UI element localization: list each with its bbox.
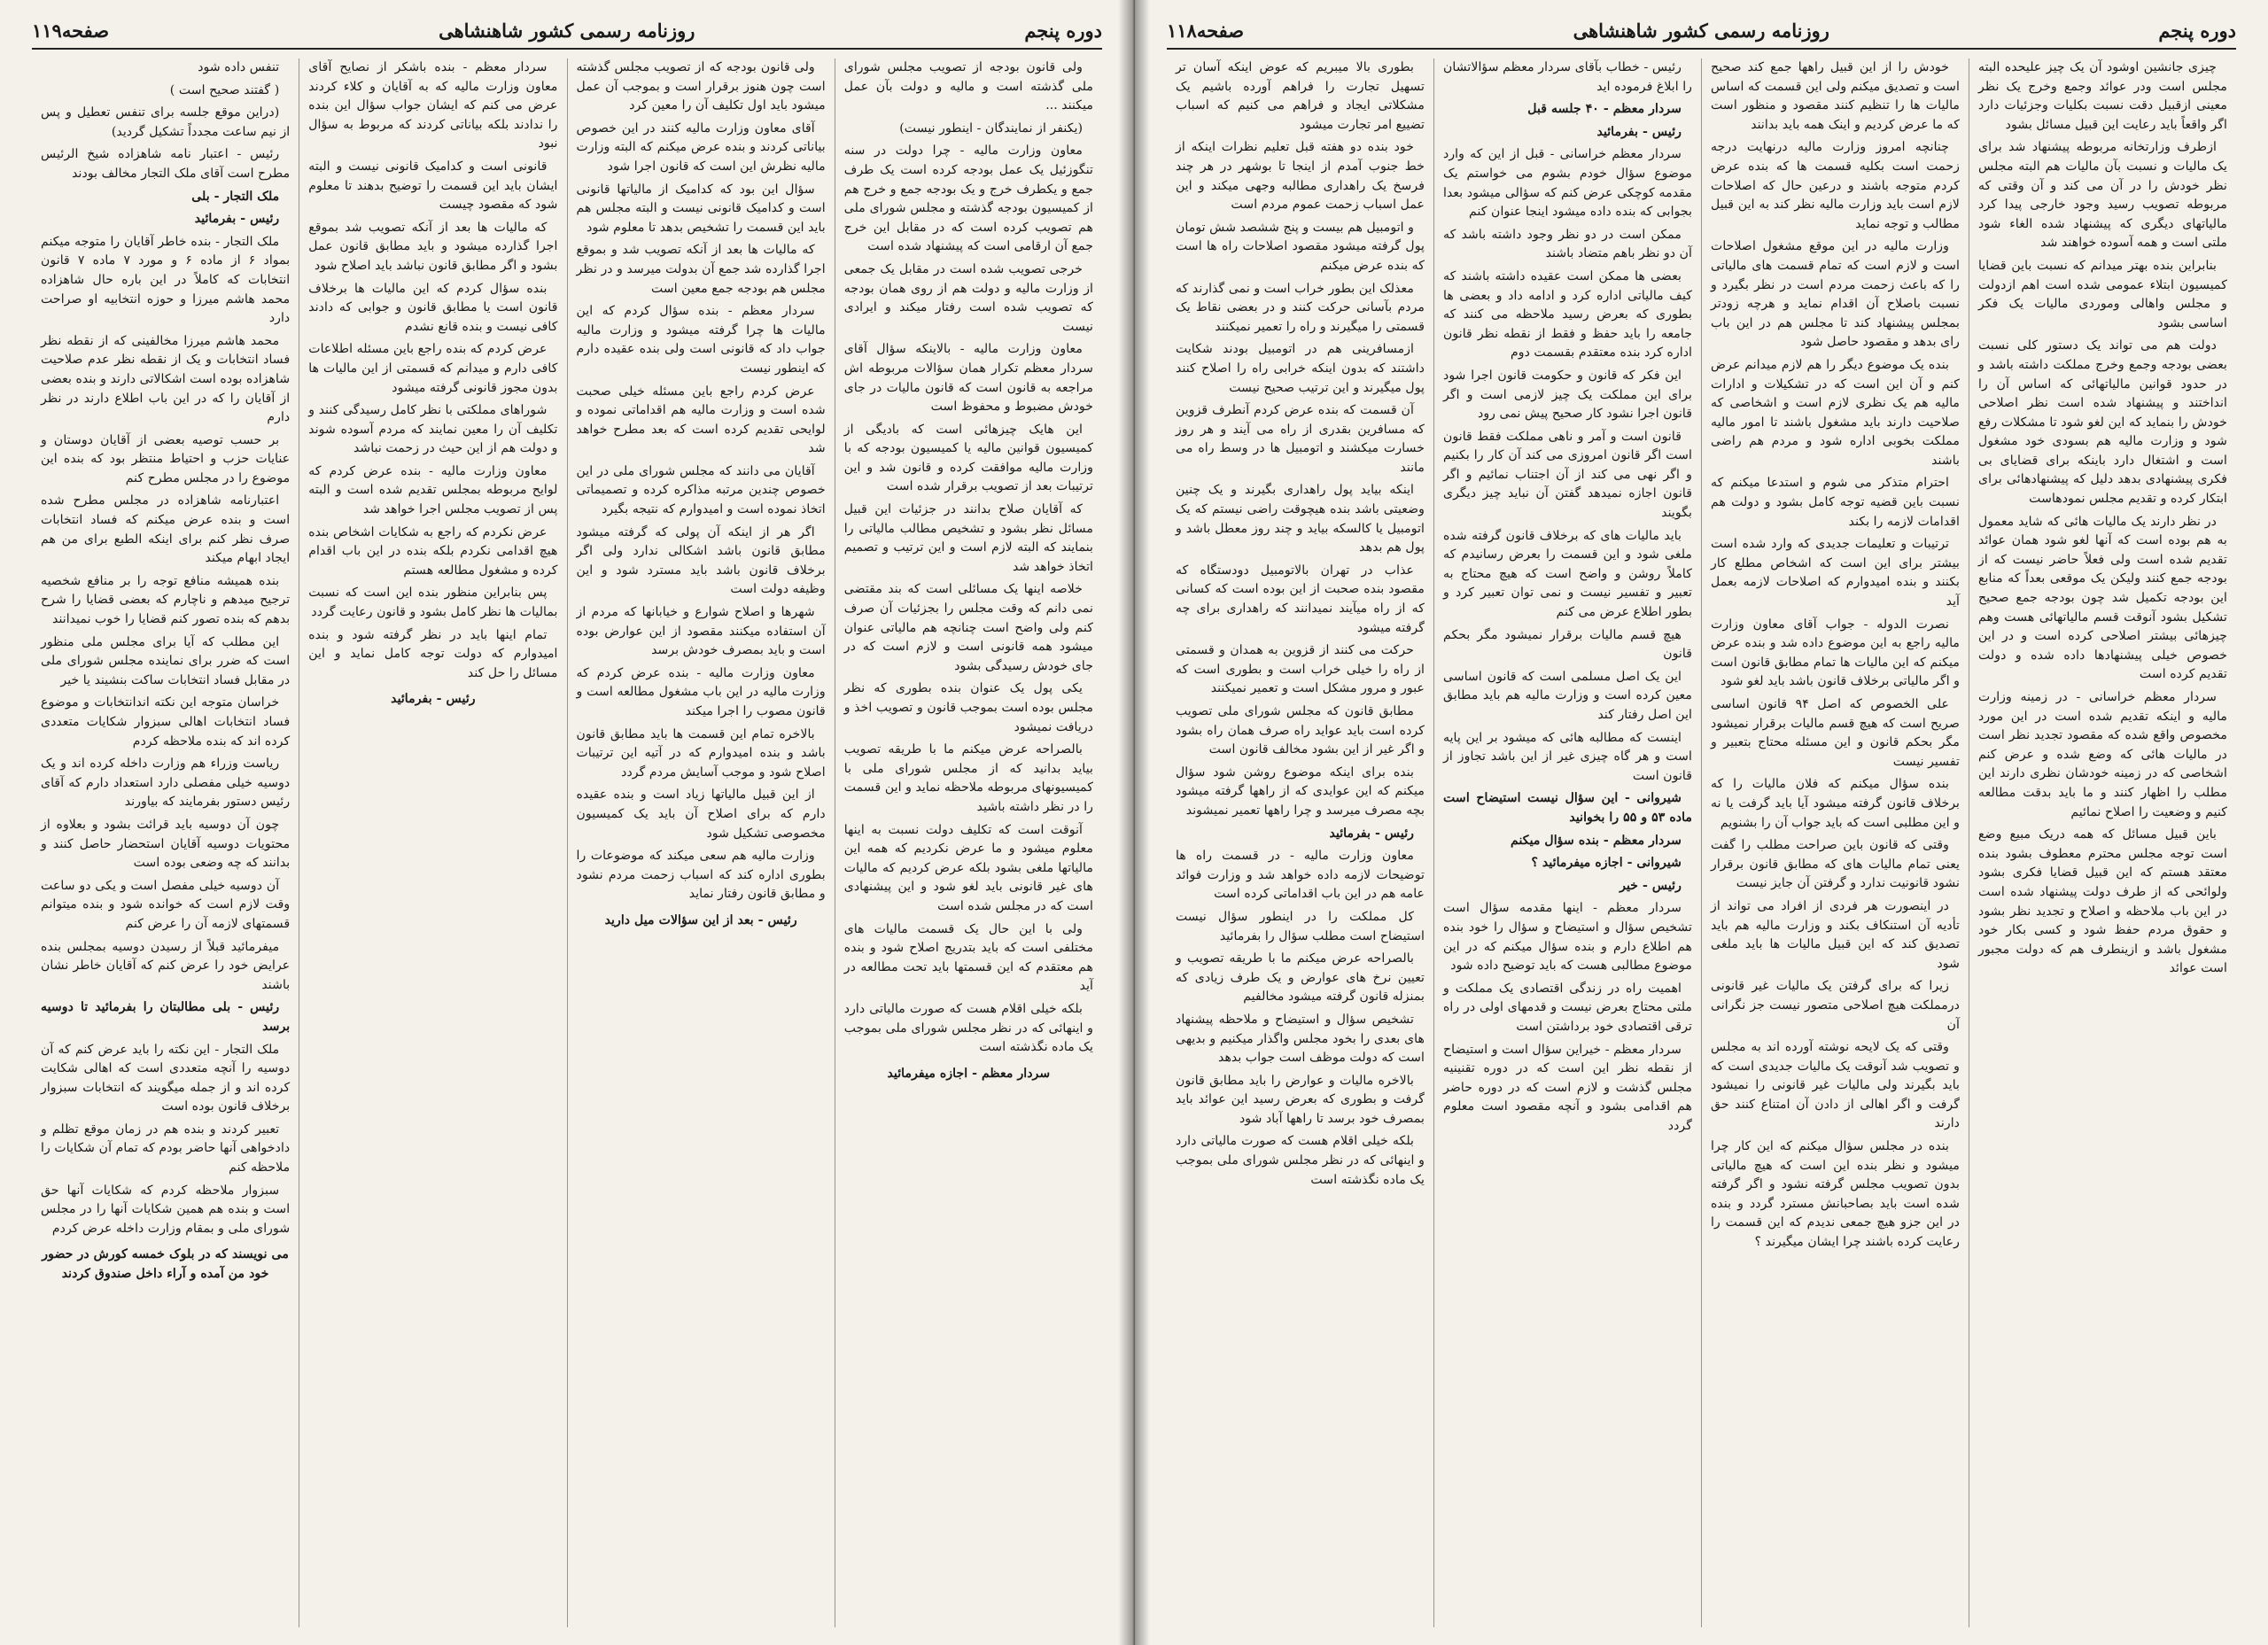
text-column xyxy=(1969,58,2236,1627)
paragraph: ازمسافرینی هم در اتومبیل بودند شکایت داشتند که بدون اینکه خرابی راه را اصلاح کنند پول میگیرند و این ترتیب صحیح نیست xyxy=(1176,342,1425,395)
paragraph: بنده سؤال کردم که این مالیات ها برخلاف قانون است یا مطابق قانون و جوابی که دادند کافی نیست و بنده قانع نشدم xyxy=(308,281,558,334)
paragraph: چنانچه امروز وزارت مالیه درنهایت درجه زحمت است بکلیه قسمت ها که بنده عرض کردم متوجه باشند و درعین حال که اصلاحات لازم است باید وزارت مالیه نظر کند به این قبیل مطالب و توجه نماید xyxy=(1711,140,1960,231)
paragraph: چون آن دوسیه باید قرائت بشود و بعلاوه از محتویات دوسیه آقایان استحضار حاصل کنند و بدانند که چه وضعی بوده است xyxy=(41,817,291,871)
paragraph: باین قبیل مسائل که همه دریک مبیع وضع است توجه مجلس محترم معطوف بشود بنده معتقد هستم که این قبیل قضایا فکری بشود ولوائحی که از طرف دولت پیشنهاد شده است در این باب ملاحظه و اصلاح و تجدید نظر بشود و حقوق مردم حفظ شود و کسی بکار خود مشغول باشد و ازینطرف هم که دولت مجبور است عوائد xyxy=(1978,827,2227,976)
paragraph: بلکه خیلی اقلام هست که صورت مالیاتی دارد و اینهائی که در نظر مجلس شورای ملی بموجب یک ماده نگذشته است xyxy=(1176,1134,1425,1187)
paragraph: که مالیات ها بعد از آنکه تصویب شد بموقع اجرا گذارده میشود و باید مطابق قانون عمل بشود و اگر مطابق قانون نباشد باید اصلاح شود xyxy=(308,220,558,273)
paragraph: بنابراین بنده بهتر میدانم که نسبت باین قضایا کمیسیون ابتلاء عمومی شده است اهم ازدولت و مجلس واهالی وموردی مالیات یک فکر اساسی بشود xyxy=(1978,258,2227,330)
text-columns xyxy=(1167,58,2236,1627)
text-column xyxy=(32,58,299,1627)
paragraph: بعضی ها ممکن است عقیده داشته باشند که کیف مالیاتی اداره کرد و ادامه داد و بعضی ها بطوری که بعرض رسید ملاحظه می کنند که جامعه را باید حفظ و فقط از نقطه نظر قانون اداره کرد بنده معتقدم بقسمت دوم xyxy=(1443,268,1692,361)
paragraph: که آقایان صلاح بدانند در جزئیات این قبیل مسائل نظر بشود و تشخیص مطالب مالیاتی را بنمایند که البته لازم است و این ترتیب و تصمیم اتخاذ خواهد شد xyxy=(843,502,1093,574)
paragraph: محمد هاشم میرزا مخالفینی که از نقطه نظر فساد انتخابات و یک از نقطه نظر عدم صلاحیت شاهزاده بوده است اشکالاتی دارند و بنده بعضی از آقایان را که در این باب اطلاع دارند در نظر دارم xyxy=(41,333,291,425)
paragraph: سردار معظم - بنده باشکر از نصایح آقای معاون وزارت مالیه که به آقایان و کلاء کردند عرض می کنم که ایشان جواب سؤال این بنده را ندادند بلکه بیاناتی کردند که مربوط به سؤال نبود xyxy=(308,60,558,151)
page-118 xyxy=(1134,0,2268,1645)
paragraph: (یکنفر از نمایندگان - اینطور نیست) xyxy=(899,120,1083,136)
paragraph: شوراهای مملکتی با نظر کامل رسیدگی کنند و تکلیف آن را معین نمایند که مردم آسوده شوند و دولت هم از این حیث در زحمت نباشد xyxy=(308,403,558,456)
paragraph: ولی قانون بودجه که از تصویب مجلس گذشته است چون هنوز برقرار است و بموجب آن عمل میشود باید اول تکلیف آن را معین کرد xyxy=(576,60,826,113)
paragraph: یکی پول یک عنوان بنده بطوری که نظر مجلس بوده است بموجب قانون و تصویب اخذ و دریافت نمیشود xyxy=(843,681,1093,734)
paragraph: و اتومبیل هم بیست و پنج ششصد شش تومان پول گرفته میشود مقصود اصلاحات راه ها است که بنده عرض میکنم xyxy=(1176,220,1425,273)
paragraph: خلاصه اینها یک مسائلی است که بند مقتضی نمی دانم که وقت مجلس را بجزئیات آن صرف کنم ولی واضح است چنانچه هم مالیاتی عنوان میشود همه قانونی است و لازم است که در جای خودش رسیدگی بشود xyxy=(843,582,1093,673)
paragraph: عرض نکردم که راجع به شکایات اشخاص بنده هیچ اقدامی نکردم بلکه بنده در این باب اقدام کرده و مشغول مطالعه هستم xyxy=(308,524,558,578)
paragraph: ولی با این حال یک قسمت مالیات های مختلفی است که باید بتدریج اصلاح شود و بنده هم معتقدم که این قسمتها باید تحت مطالعه در آید xyxy=(843,921,1093,994)
paragraph: کل مملکت را در اینطور سؤال نیست استیضاح است مطلب سؤال را بفرمائید xyxy=(1176,909,1425,943)
paragraph: آقایان می دانند که مجلس شورای ملی در این خصوص چندین مرتبه مذاکره کرده و تصمیماتی اتخاذ نموده است و امیدوارم که نتیجه بگیرد xyxy=(576,463,826,517)
speaker-line: ملک التجار - بلی xyxy=(191,189,280,204)
text-column xyxy=(1433,58,1701,1627)
paragraph: سردار معظم خراسانی - در زمینه وزارت مالیه و اینکه تقدیم شده است در این مورد مخصوص واقع شده که مقصود تجدید نظر است در مالیات هائی که وضع شده و عرض کنم اشخاصی که در زمینه خودشان نظری دارند این مطلب را اظهار کنند و ما باید بدقت مطالعه کنیم و وضعیت را اصلاح نمائیم xyxy=(1978,690,2227,819)
paragraph: معاون وزارت مالیه - چرا دولت در سنه تنگوزئیل یک عمل بودجه کرده است یک طرف جمع و یکطرف خرج و یک بودجه جمع و خرج هم از کمیسیون بودجه گذشته و مجلس شورای ملی هم تصویب کرده است که در مقابل این خرج جمع آن ارقامی است که پیشنهاد شده است xyxy=(843,144,1093,254)
paragraph: احترام متذکر می شوم و استدعا میکنم که نسبت باین قضیه توجه کامل بشود و دولت هم اقدامات لازمه را بکند xyxy=(1711,476,1960,529)
text-column xyxy=(299,58,566,1627)
paragraph: اگر هر از اینکه آن پولی که گرفته میشود مطابق قانون باشد اشکالی ندارد ولی اگر برخلاف قانون باشد باید مسترد شود و این وظیفه دولت است xyxy=(576,524,826,597)
paragraph: ( گفتند صحیح است ) xyxy=(169,82,280,97)
paragraph: خودش را از این قبیل راهها جمع کند صحیح است و تصدیق میکنم ولی این قسمت که اساس مالیات ها را تنظیم کنند مقصود و منظور است که ما عرض کردیم و اینک همه باید بدانند xyxy=(1711,60,1960,132)
speaker-line: رئیس - خیر xyxy=(1619,878,1682,893)
paragraph: بنده برای اینکه موضوع روشن شود سؤال میکنم که این عوایدی که از راهها گرفته میشود بچه مصرف میرسد و چرا راهها تعمیر نمیشوند xyxy=(1176,764,1425,818)
paragraph: ولی قانون بودجه از تصویب مجلس شورای ملی گذشته است و مالیه و دولت بآن عمل میکنند ... xyxy=(843,60,1093,113)
paragraph: رئیس - اعتبار نامه شاهزاده شیخ الرئیس مطرح است آقای ملک التجار مخالف بودند xyxy=(41,147,291,181)
paragraph: بالصراحه عرض میکنم ما با طریقه تصویب و تعیین نرخ های عوارض و یک طرف زیادی که بمنزله قانون گرفته میشود مخالفیم xyxy=(1176,951,1425,1005)
paragraph: حرکت می کنند از قزوین به همدان و قسمتی از راه را خیلی خراب است و بطوری است که عبور و مرور مشکل است و تعمیر نمیکنند xyxy=(1176,643,1425,696)
paragraph: بلکه خیلی اقلام هست که صورت مالیاتی دارد و اینهائی که در نظر مجلس شورای ملی بموجب یک ماده نگذشته است xyxy=(843,1001,1093,1055)
text-column xyxy=(1701,58,1969,1627)
paragraph: عرض کردم راجع باین مسئله خیلی صحبت شده است و وزارت مالیه هم اقداماتی نموده و لوایحی تقدیم کرده است که بعد مطرح خواهد شد xyxy=(576,384,826,456)
paragraph: تنفس داده شود xyxy=(198,60,280,74)
paragraph: آقای معاون وزارت مالیه کنند در این خصوص بیاناتی کردند و بنده عرض میکنم که البته وزارت مالیه نظرش این است که قانون اجرا شود xyxy=(576,120,826,174)
paragraph: آن قسمت که بنده عرض کردم آنطرف قزوین که مسافرین بقدری از راه می آیند و هر روز خسارت میکشند و اتومبیل ها در وسط راه می مانند xyxy=(1176,403,1425,475)
paragraph: رئیس - خطاب بآقای سردار معظم سؤالاتشان را ابلاغ فرموده اید xyxy=(1443,60,1692,94)
paragraph: نصرت الدوله - جواب آقای معاون وزارت مالیه راجع به این موضوع داده شد و بنده عرض میکنم که این مالیات ها تمام مطابق قانون است و اگر مالیاتی برخلاف قانون باشد باید لغو شود xyxy=(1711,617,1960,689)
paragraph: بنده سؤال میکنم که فلان مالیات را که برخلاف قانون گرفته میشود آیا باید گرفت یا نه و این مطلبی است که باید جواب آن را بشنویم xyxy=(1711,777,1960,830)
speaker-line: سردار معظم - اجازه میفرمائید xyxy=(887,1066,1051,1081)
paragraph: می نویسند که در بلوک خمسه کورش در حضور خود من آمده و آراء داخل صندوق کردند xyxy=(42,1247,289,1282)
paragraph: ملک التجار - این نکته را باید عرض کنم که آن دوسیه را آنچه متعددی است که اهالی شکایت کرده اند و از جمله میگویند که انتخابات سبزوار برخلاف قانون بوده است xyxy=(41,1042,291,1114)
paragraph: وقتی که یک لایحه نوشته آورده اند به مجلس و تصویب شد آنوقت یک مالیات جدیدی است که باید بگیرند ولی مالیات غیر قانونی را نمیشود گرفت و اگر اهالی از دادن آن امتناع کنند حق دارند xyxy=(1711,1040,1960,1131)
paragraph: ملک التجار - بنده خاطر آقایان را متوجه میکنم بمواد ۶ از ماده ۶ و مورد ۷ ماده ۷ قانون انتخابات که کاملاً در این باره حال شاهزاده محمد هاشم میرزا و حوزه انتخابیه او صراحت دارد xyxy=(41,234,291,326)
paper-title: روزنامه رسمی کشور شاهنشاهی xyxy=(439,19,695,42)
paragraph: قانونی است و کدامیک قانونی نیست و البته ایشان باید این قسمت را توضیح بدهند تا معلوم شود که مقصود چیست xyxy=(308,159,558,213)
paragraph: بنده در مجلس سؤال میکنم که این کار چرا میشود و نظر بنده این است که هیچ مالیاتی بدون تصویب مجلس گرفته نشود و اگر گرفته شده است باید بصاحبانش مسترد گردد و بنده در این جزو هیچ جمعی ندیدم که این قسمت را رعایت کرده باشند چرا ایشان میگیرند ؟ xyxy=(1711,1139,1960,1250)
paragraph: بطوری بالا میبریم که عوض اینکه آسان تر تسهیل تجارت را فراهم آورده باشیم یک مشکلاتی ایجاد و فراهم می کنیم که اسباب تضییع امر تجارت میشود xyxy=(1176,60,1425,132)
paragraph: سردار معظم خراسانی - قبل از این که وارد موضوع سؤال خودم بشوم می خواستم یک مقدمه کوچکی عرض کنم که سؤالی میشود بعدا بجوابی که بنده داده میشود اینجا عنوان کنم xyxy=(1443,147,1692,220)
paragraph: عذاب در تهران بالاتومبیل دودستگاه که مقصود بنده صحبت از این بوده است که کسانی که از راه میآیند نمیدانند که راهداری برای چه گرفته میشود xyxy=(1176,563,1425,635)
paragraph: در نظر دارند یک مالیات هائی که شاید معمول به هم بوده است که آنها لغو شود همان عوائد تقدیم شده است ولی فعلاً حاضر نیست که از بودجه جمع کنند ولیکن یک موقعی بعداً که منابع این بودجه تکمیل شد چون بودجه جمع صحیح تشکیل بشود آنوقت قسم مالیاتهائی هست وهم چیزهائی بیشتر اصلاحی کرده است و در این خصوص خیلی پیشنهادها داده شده و دولت تقدیم کرده است xyxy=(1978,514,2227,682)
text-column xyxy=(835,58,1102,1627)
speaker-line: رئیس - بفرمائید xyxy=(1329,826,1414,841)
paragraph: علی الخصوص که اصل ۹۴ قانون اساسی صریح است که هیچ قسم مالیات برقرار نمیشود مگر بحکم قانون و این مسئله محتاج بتعبیر و تفسیر نیست xyxy=(1711,697,1960,769)
session-period: دوره پنجم xyxy=(2158,19,2236,42)
paragraph: معاون وزارت مالیه - بنده عرض کردم که وزارت مالیه در این باب مشغول مطالعه است و قانون مصوب را اجرا میکند xyxy=(576,665,826,718)
paragraph: بالاخره مالیات و عوارض را باید مطابق قانون گرفت و بطوری که بعرض رسید این عوائد باید بمصرف خود برسد تا راهها آباد شود xyxy=(1176,1073,1425,1126)
paragraph: قانون است و آمر و ناهی مملکت فقط قانون است اگر قانون امروزی می کند آن کار را بکنیم و اگر نهی می کند از آن اجتناب نمائیم و اگر قانون اجازه نمیدهد گفتن آن نباید چیز دیگری بگویند xyxy=(1443,429,1692,521)
paragraph: دولت هم می تواند یک دستور کلی نسبت بعضی بودجه وجمع وخرج مملکت داشته باشد و در حدود قوانین مالیاتهائی که اساس آن را انداختند و پیشنهاد شده است نظر اصلاحی خودش را بنماید که این لغو شود تا مشکلات رفع شود و وزارت مالیه هم بسودی خود مشغول است و اشتغال دارد باینکه برای قضایای بی فکری پیشنهادی بدهد دلیل که پیشنهادهائی برای ابتکار کرده و تقدیم مجلس نمودهاست xyxy=(1978,338,2227,507)
paragraph: وقتی که قانون باین صراحت مطلب را گفت یعنی تمام مالیات های که مطابق قانون برقرار نشود قانونیت ندارد و گرفتن آن جایز نیست xyxy=(1711,838,1960,891)
paragraph: بنده یک موضوع دیگر را هم لازم میدانم عرض کنم و آن این است که در تشکیلات و ادارات مالیه هم یک نظری لازم است و اشخاصی که صلاحیت دارند باید مشغول باشند تا امور مالیه مملکت بخوبی اداره شود و مردم هم راضی باشند xyxy=(1711,357,1960,468)
session-period: دوره پنجم xyxy=(1024,19,1102,42)
paragraph: این فکر که قانون و حکومت قانون اجرا شود برای این مملکت یک چیز لازمی است و اگر قانون اجرا نشود کار صحیح پیش نمی رود xyxy=(1443,368,1692,422)
paragraph: خراسان متوجه این نکته اندانتخابات و موضوع فساد انتخابات اهالی سبزوار شکایات متعددی کرده اند که بنده ملاحظه کردم xyxy=(41,695,291,749)
paragraph: از این قبیل مالیاتها زیاد است و بنده عقیده دارم که برای اصلاح آن باید یک کمیسیون مخصوصی تشکیل شود xyxy=(576,788,826,841)
paragraph: بر حسب توصیه بعضی از آقایان دوستان و عنایات حزب و احتیاط منتظر بود که بنده این موضوع را در مجلس مطرح کنم xyxy=(41,432,291,485)
text-columns xyxy=(32,58,1102,1627)
paragraph: ترتیبات و تعلیمات جدیدی که وارد شده است بیشتر برای این است که اشخاص مطلع کار بکنند و بنده امیدوارم که اصلاحات لازمه بعمل آید xyxy=(1711,537,1960,609)
text-column xyxy=(1167,58,1433,1627)
paragraph: ممکن است در دو نظر وجود داشته باشد که آن دو نظر باهم متضاد باشند xyxy=(1443,227,1692,261)
running-header xyxy=(32,12,1102,50)
paragraph: بالاخره تمام این قسمت ها باید مطابق قانون باشد و بنده امیدوارم که در آتیه این ترتیبات اصلاح شود و موجب آسایش مردم گردد xyxy=(576,726,826,780)
paragraph: ریاست وزراء هم وزارت داخله کرده اند و یک دوسیه خیلی مفصلی دارد استعداد دارم که آقای رئیس دستور بفرمایند که بیاورند xyxy=(41,757,291,810)
paragraph: سردار معظم - خیراین سؤال است و استیضاح از نقطه نظر این است که در دوره تقنینیه مجلس گذشت و لازم است که در دوره حاضر هم اقدامی بشود و آنچه مقصود است معلوم گردد xyxy=(1443,1042,1692,1133)
paragraph: در اینصورت هر فردی از افراد می تواند از تأدیه آن استنکاف بکند و وزارت مالیه هم باید تصدیق کند که این قبیل مالیات ها باید ملغی شود xyxy=(1711,898,1960,971)
paragraph: ازطرف وزارتخانه مربوطه پیشنهاد شد برای یک مالیات و نسبت بآن مالیات هم البته مجلس نظر خودش را در آن می کند و آن وقتی که مربوطه تصویب رسید وجود خارجی پیدا کرد مالیاتهای دیگری که پیشنهاد شده الغاء شود ملتی است و همه آسوده خواهند شد xyxy=(1978,140,2227,251)
paragraph: سؤال این بود که کدامیک از مالیاتها قانونی است و کدامیک قانونی نیست و البته مجلس هم باید این قسمت را تشخیص بدهد تا معلوم شود xyxy=(576,182,826,235)
speaker-line: رئیس - بلی مطالبتان را بفرمائید تا دوسیه برسد xyxy=(41,1000,291,1034)
paragraph: اهمیت راه در زندگی اقتصادی یک مملکت و ملتی محتاج بعرض نیست و قدمهای اولی در راه ترقی اقتصادی خود برداشتن است xyxy=(1443,981,1692,1034)
paragraph: که مالیات ها بعد از آنکه تصویب شد و بموقع اجرا گذارده شد جمع آن بدولت میرسد و در نظر مجلس هم بودجه جمع معین است xyxy=(576,243,826,296)
paragraph: آن دوسیه خیلی مفصل است و یکی دو ساعت وقت لازم است که خوانده شود و بنده میتوانم قسمتهای لازمه آن را عرض کنم xyxy=(41,878,291,931)
page-number: صفحه۱۱۹ xyxy=(32,19,110,42)
paragraph: چیزی جانشین اوشود آن یک چیز علیحده البته مجلس است ودر عوائد وجمع وخرج یک نظر معینی ازقبیل دقت نسبت بکلیات وجزئیات دارد اگر واقعاً باید رعایت این قبیل مسائل بشود xyxy=(1978,60,2227,132)
speaker-line: رئیس - بعد از این سؤالات میل دارید xyxy=(604,912,797,927)
paragraph: میفرمائید قبلاً از رسیدن دوسیه بمجلس بنده عرایض خود را عرض کنم که آقایان خاطر نشان باشند xyxy=(41,939,291,992)
paragraph: عرض کردم که بنده راجع باین مسئله اطلاعات کافی دارم و میدانم که قسمتی از این مالیات ها بدون مجوز قانونی گرفته میشود xyxy=(308,342,558,395)
paragraph: مطابق قانون که مجلس شورای ملی تصویب کرده است باید عواید راه صرف همان راه بشود و اگر غیر از این بشود مخالف قانون است xyxy=(1176,704,1425,757)
paragraph: زیرا که برای گرفتن یک مالیات غیر قانونی درمملکت هیچ اصلاحی متصور نیست جز نگرانی آن xyxy=(1711,979,1960,1032)
speaker-line: سردار معظم - ۴۰ جلسه قبل xyxy=(1527,102,1682,117)
paragraph: این هایک چیزهائی است که بادیگی از کمیسیون قوانین مالیه یا کمیسیون بودجه که با وزارت مالیه موافقت کرده و قانون شد و این ترتیبات بعد از تصویب برقرار شده است xyxy=(843,422,1093,494)
paragraph: تشخیص سؤال و استیضاح و ملاحظه پیشنهاد های بعدی را بخود مجلس واگذار میکنیم و بدیهی است که دولت موظف است جواب بدهد xyxy=(1176,1012,1425,1066)
paragraph: سردار معظم - بنده سؤال کردم که این مالیات ها چرا گرفته میشود و وزارت مالیه جواب داد که قانونی است ولی بنده عقیده دارم که اینطور نیست xyxy=(576,304,826,376)
paper-title: روزنامه رسمی کشور شاهنشاهی xyxy=(1573,19,1829,42)
paragraph: آنوقت است که تکلیف دولت نسبت به اینها معلوم میشود و ما عرض نکردیم که همه این مالیاتها ملغی بشود بلکه عرض کردیم که مالیات های غیر قانونی باید لغو شود و این پیشنهادی است که در مجلس شده است xyxy=(843,822,1093,913)
page-number: صفحه۱۱۸ xyxy=(1167,19,1245,42)
paragraph: هیچ قسم مالیات برقرار نمیشود مگر بحکم قانون xyxy=(1443,627,1692,662)
paragraph: معاون وزارت مالیه - در قسمت راه ها توضیحات لازمه داده خواهد شد و وزارت فوائد عامه هم در این باب اقداماتی کرده است xyxy=(1176,849,1425,902)
paragraph: بالصراحه عرض میکنم ما با طریقه تصویب بیاید بدانید که از مجلس شورای ملی با کمیسیونهای مربوطه ملاحظه نماید و این قسمت را در نظر داشته باشید xyxy=(843,742,1093,814)
paragraph: وزارت مالیه در این موقع مشغول اصلاحات است و لازم است که تمام قسمت های مالیاتی را که باعث زحمت مردم است در نظر بگیرد و نسبت باصلاح آن اقدام نماید و هرچه زودتر بمجلس پیشنهاد کند تا مجلس هم در این باب رای بدهد و مقصود حاصل شود xyxy=(1711,239,1960,350)
paragraph: تعبیر کردند و بنده هم در زمان موقع تظلم و دادخواهی آنها حاضر بودم که تمام آن شکایات را ملاحظه کنم xyxy=(41,1121,291,1176)
paragraph: اینکه بیاید پول راهداری بگیرند و یک چنین وضعیتی باشد بنده هیچوقت راضی نیستم که یک اتومبیل یا کالسکه بیاید و چند روز معطل باشد و پول هم بدهد xyxy=(1176,483,1425,555)
text-column xyxy=(567,58,835,1627)
paragraph: تمام اینها باید در نظر گرفته شود و بنده امیدوارم که دولت توجه کامل نماید و این مسائل را حل کند xyxy=(308,627,558,680)
paragraph: سردار معظم - اینها مقدمه سؤال است تشخیص سؤال و استیضاح و سؤال را خود بنده هم اطلاع دارم و بنده سؤال میکنم که در این موضوع مطالبی هست که باید توضیح داده شود xyxy=(1443,901,1692,974)
speaker-line: رئیس - بفرمائید xyxy=(194,212,280,227)
paragraph: سبزوار ملاحظه کردم که شکایات آنها حق است و بنده هم همین شکایات آنها را در مجلس شورای ملی و بمقام وزارت داخله عرض کردم xyxy=(41,1183,291,1236)
paragraph: معاون وزارت مالیه - بالاینکه سؤال آقای سردار معظم تکرار همان سؤالات مربوطه اش مراجعه به قانون است که قانون مالیات در جای خودش مضبوط و محفوظ است xyxy=(843,342,1093,415)
paragraph: باید مالیات های که برخلاف قانون گرفته شده ملغی شود و این قسمت را بعرض رسانیدم که کاملاً روشن و واضح است که هیچ محتاج به تعبیر و تفسیر نیست و نمی توان تعبیر کرد و بطور اطلاع عرض می کنم xyxy=(1443,528,1692,620)
paragraph: پس بنابراین منظور بنده این است که نسبت بمالیات ها نظر کامل بشود و قانون رعایت گردد xyxy=(308,586,558,620)
paragraph: وزارت مالیه هم سعی میکند که موضوعات را بطوری اداره کند که اسباب زحمت مردم نشود و مطابق قانون رفتار نماید xyxy=(576,849,826,902)
paragraph: اعتبارنامه شاهزاده در مجلس مطرح شده است و بنده عرض میکنم که فساد انتخابات صرف نظر کنم برای اینکه الطبع برای من هم ایجاد ابهام میکند xyxy=(41,493,291,566)
speaker-line: شیروانی - این سؤال نیست استیضاح است ماده ۵۳ و ۵۵ را بخوانید xyxy=(1443,791,1692,825)
paragraph: شهرها و اصلاح شوارع و خیابانها که مردم از آن استفاده میکنند مقصود از این عوارض بوده است و باید بمصرف خودش برسد xyxy=(576,605,826,658)
paragraph: بنده همیشه منافع توجه را بر منافع شخصیه ترجیح میدهم و ناچارم که بعضی قضایا را شرح بدهم که بنده تصور کنم قضایا را خوب نمیدانند xyxy=(41,573,291,627)
paragraph: اینست که مطالبه هائی که میشود بر این پایه است و هر گاه چیزی غیر از این باشد تجاوز از قانون است xyxy=(1443,730,1692,783)
paragraph: این یک اصل مسلمی است که قانون اساسی معین کرده است و وزارت مالیه هم باید مطابق این اصل رفتار کند xyxy=(1443,669,1692,722)
paragraph: این مطلب که آیا برای مجلس ملی منظور است که ضرر برای نماینده مجلس شورای ملی در مقابل فساد انتخابات ساکت بنشیند یا خیر xyxy=(41,634,291,687)
paragraph: معاون وزارت مالیه - بنده عرض کردم که لوایح مربوطه بمجلس تقدیم شده است و البته پس از تصویب مجلس اجرا خواهد شد xyxy=(308,463,558,517)
paragraph: معذلک این بطور خراب است و نمی گذارند که مردم بآسانی حرکت کنند و در بعضی نقاط یک قسمتی را میگیرند و راه را تعمیر نمیکنند xyxy=(1176,281,1425,334)
speaker-line: سردار معظم - بنده سؤال میکنم xyxy=(1511,833,1682,848)
running-header xyxy=(1167,12,2236,50)
speaker-line: رئیس - بفرمائید xyxy=(391,692,476,707)
paragraph: خرجی تصویب شده است در مقابل یک جمعی از وزارت مالیه و دولت هم از روی همان بودجه که تصویب شده است رفتار میکند و ایرادی نیست xyxy=(843,261,1093,334)
paragraph: خود بنده دو هفته قبل تعلیم نظرات اینکه از خط جنوب آمدم از اینجا تا بوشهر در هر چند فرسخ یک راهداری مطالبه وجهی میکند و این عمل اسباب زحمت عموم مردم است xyxy=(1176,140,1425,213)
speaker-line: شیروانی - اجازه میفرمائید ؟ xyxy=(1531,856,1682,871)
paragraph: (دراین موقع جلسه برای تنفس تعطیل و پس از نیم ساعت مجدداً تشکیل گردید) xyxy=(41,105,291,139)
speaker-line: رئیس - بفرمائید xyxy=(1596,124,1682,139)
